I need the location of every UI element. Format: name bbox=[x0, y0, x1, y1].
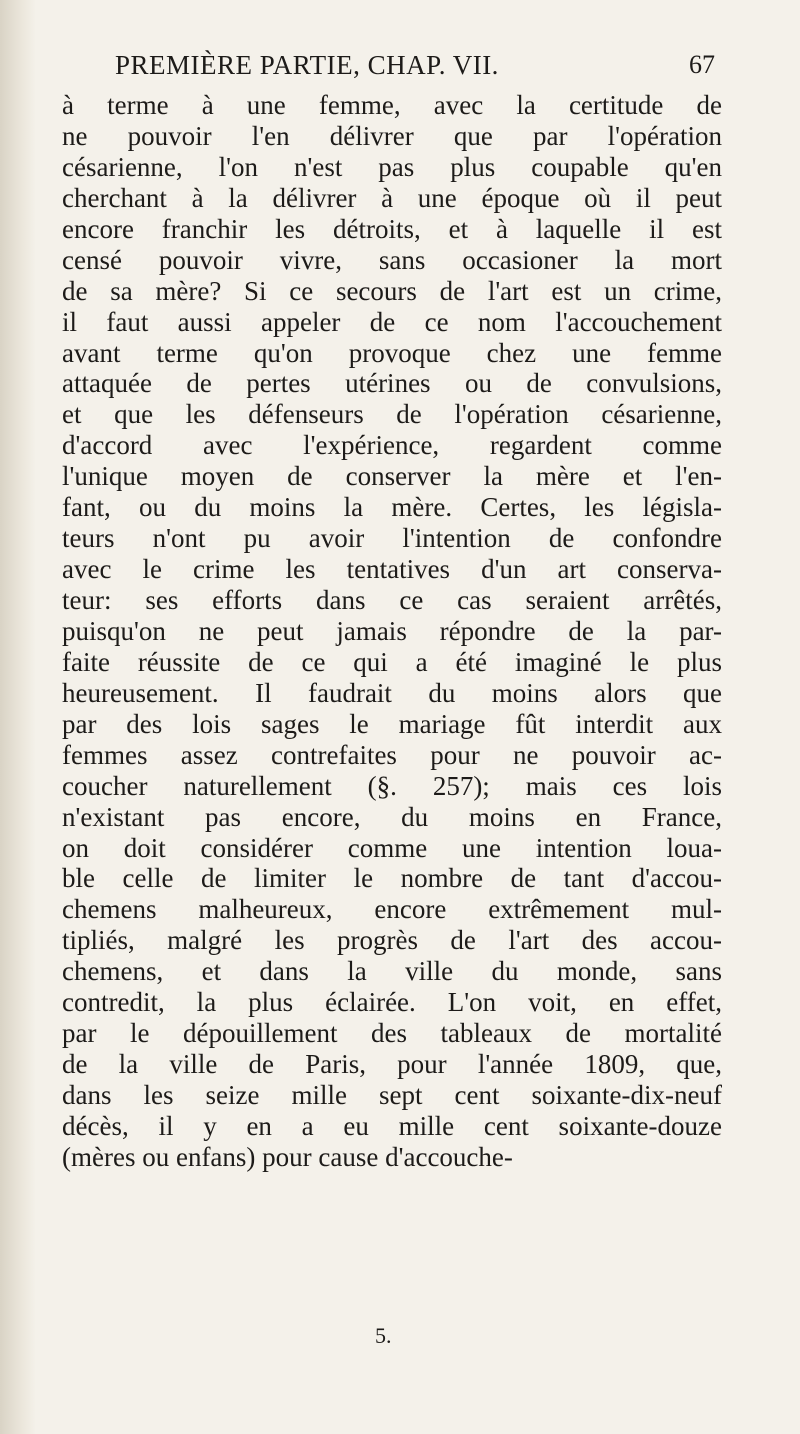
text-line: de la ville de Paris, pour l'année 1809, que, bbox=[62, 1049, 722, 1080]
running-title: PREMIÈRE PARTIE, CHAP. VII. bbox=[115, 50, 499, 80]
text-line: décès, il y en a eu mille cent soixante-douze bbox=[62, 1110, 722, 1141]
text-line: à terme à une femme, avec la certitude de bbox=[62, 90, 722, 120]
text-line: heureusement. Il faudrait du moins alors que bbox=[62, 677, 722, 708]
text-line: césarienne, l'on n'est pas plus coupable qu'en bbox=[62, 151, 722, 182]
text-line: (mères ou enfans) pour cause d'accouche- bbox=[62, 1141, 513, 1172]
text-line: chemens, et dans la ville du monde, sans bbox=[62, 956, 722, 987]
text-line: avant terme qu'on provoque chez une femme bbox=[62, 337, 722, 368]
text-line: attaquée de pertes utérines ou de convulsions, bbox=[62, 368, 722, 399]
text-line: teurs n'ont pu avoir l'intention de confondre bbox=[62, 523, 722, 554]
text-line: teur: ses efforts dans ce cas seraient arrêtés, bbox=[62, 585, 722, 615]
body-text bbox=[62, 90, 722, 1173]
text-line: coucher naturellement (§. 257); mais ces lois bbox=[62, 770, 722, 801]
signature-mark: 5. bbox=[375, 1323, 392, 1348]
text-line: encore franchir les détroits, et à laquelle il est bbox=[62, 213, 722, 244]
text-line: cherchant à la délivrer à une époque où il peut bbox=[62, 182, 722, 213]
text-line: l'unique moyen de conserver la mère et l'en- bbox=[62, 461, 722, 492]
text-line: puisqu'on ne peut jamais répondre de la par- bbox=[62, 615, 722, 646]
page-number: 67 bbox=[689, 50, 715, 79]
text-line: ne pouvoir l'en délivrer que par l'opération bbox=[62, 120, 722, 151]
text-line: censé pouvoir vivre, sans occasioner la mort bbox=[62, 244, 722, 275]
text-line: par le dépouillement des tableaux de mortalité bbox=[62, 1018, 722, 1049]
binding-gutter bbox=[0, 0, 36, 1434]
text-line: de sa mère? Si ce secours de l'art est un crime, bbox=[62, 275, 722, 306]
text-line: fant, ou du moins la mère. Certes, les législa- bbox=[62, 492, 722, 523]
text-line: par des lois sages le mariage fût interdit aux bbox=[62, 708, 722, 739]
text-line: avec le crime les tentatives d'un art conserva- bbox=[62, 554, 722, 585]
text-line: et que les défenseurs de l'opération césarienne, bbox=[62, 399, 722, 430]
text-line: femmes assez contrefaites pour ne pouvoir ac- bbox=[62, 739, 722, 770]
text-line: faite réussite de ce qui a été imaginé le plus bbox=[62, 646, 722, 677]
page-header bbox=[115, 50, 715, 84]
text-line: ble celle de limiter le nombre de tant d'accou- bbox=[62, 863, 722, 894]
text-line: il faut aussi appeler de ce nom l'accouchement bbox=[62, 306, 722, 337]
text-line: tipliés, malgré les progrès de l'art des accou- bbox=[62, 925, 722, 956]
text-line: on doit considérer comme une intention loua- bbox=[62, 832, 722, 863]
text-line: dans les seize mille sept cent soixante-dix-neuf bbox=[62, 1080, 722, 1110]
text-line: chemens malheureux, encore extrêmement mul- bbox=[62, 894, 722, 925]
text-line: contredit, la plus éclairée. L'on voit, en effet, bbox=[62, 987, 722, 1018]
text-line: d'accord avec l'expérience, regardent comme bbox=[62, 430, 722, 461]
text-line: n'existant pas encore, du moins en France, bbox=[62, 801, 722, 832]
